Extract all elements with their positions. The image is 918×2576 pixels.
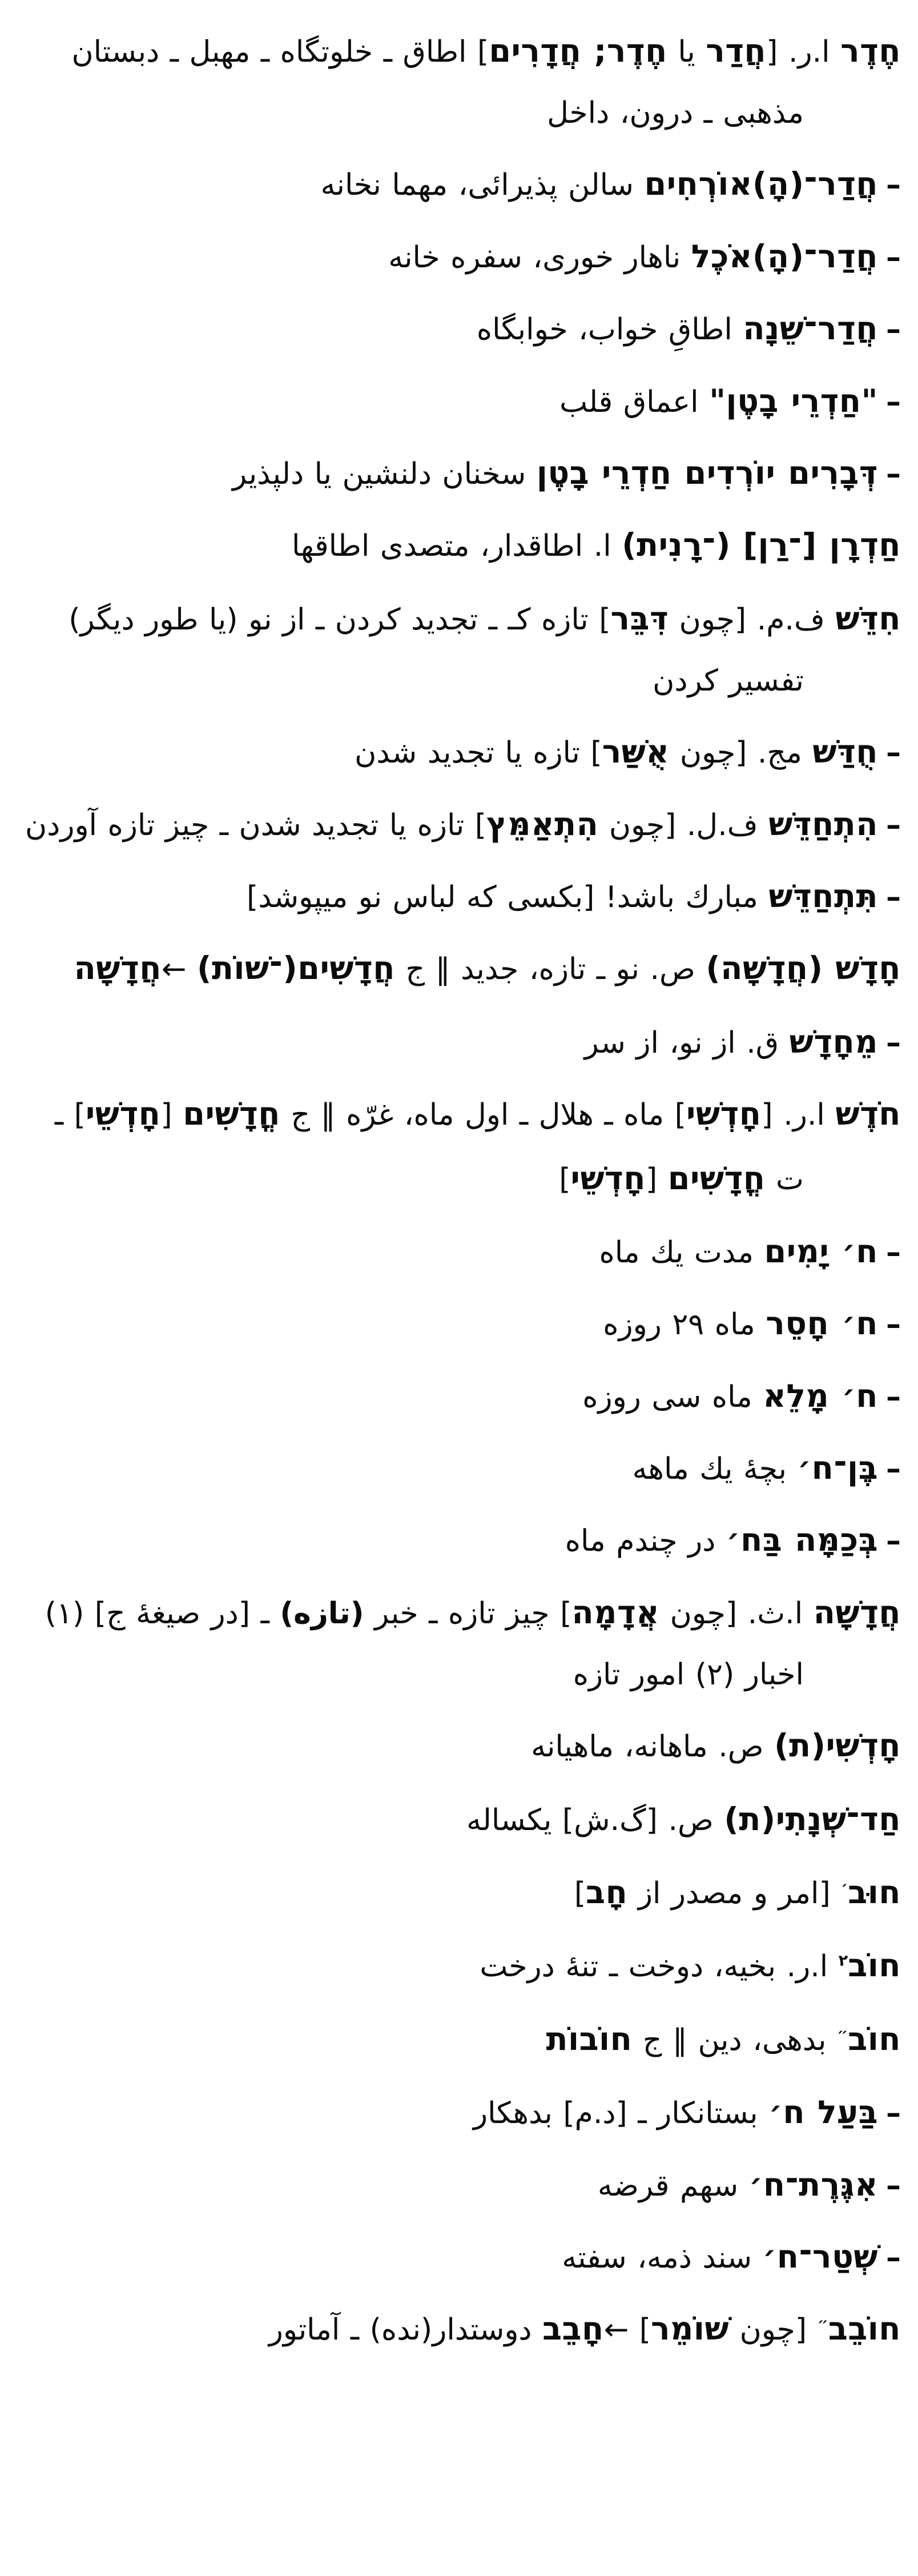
- hebrew-text: חֲדָשִׁים(־שׁוֹת): [197, 950, 395, 988]
- sub-entry-dash: –: [886, 2168, 901, 2203]
- dictionary-sub-entry: [17, 865, 901, 929]
- hebrew-text: שְׁטַר־ח׳: [762, 2238, 878, 2276]
- persian-text: ا.ر. بخیه، دوخت ـ تنۀ درخت: [480, 1949, 839, 1984]
- hebrew-text: חוֹב: [848, 2020, 901, 2058]
- persian-text: سهم قرضه: [597, 2168, 749, 2203]
- sub-entry-dash: –: [886, 2241, 901, 2276]
- persian-text: مدت یك ماه: [599, 1235, 764, 1270]
- hebrew-text: חֲדָשָׁה: [74, 950, 162, 988]
- persian-text: ] تازه یا تجدید شدن: [355, 736, 602, 771]
- dictionary-entry: [17, 1934, 901, 1998]
- persian-text: ا.ر. [: [766, 35, 841, 69]
- hebrew-text: חָדְשֵׁי: [570, 1159, 646, 1197]
- hebrew-text: חֲדַר־(הָ)אוֹרְחִים: [644, 166, 878, 203]
- hebrew-text: חַדְרָן [־רַן] (־רָנִית): [622, 527, 901, 564]
- persian-text: ف.م. [چون: [669, 602, 836, 637]
- hebrew-text: חָדְשִׁי(ת): [774, 1727, 901, 1765]
- persian-text: ص. ماهانه، ماهیانه: [531, 1730, 775, 1764]
- persian-text: ] اطاق ـ خلوتگاه ـ مهبل ـ دبستان مذهبی ـ درون، داخل: [71, 35, 804, 131]
- persian-text: ] ـ ت: [54, 1098, 804, 1197]
- hebrew-text: ח׳ חָסֵר: [766, 1305, 878, 1343]
- hebrew-text: ח׳ מָלֵא: [763, 1377, 878, 1415]
- hebrew-text: חוֹב: [848, 1947, 901, 1985]
- hebrew-text: שׁוֹמֵר: [651, 2310, 730, 2348]
- dictionary-entry: [17, 1082, 901, 1211]
- hebrew-text: מֵחָדָשׁ: [789, 1023, 878, 1061]
- dictionary-entry: [17, 513, 901, 577]
- hebrew-text: תִּתְחַדֵּשׁ: [768, 877, 878, 915]
- persian-text-bold: (تازه): [280, 1596, 364, 1631]
- hebrew-text: חָבֵב: [542, 2310, 604, 2348]
- homograph-superscript: ׳: [841, 1879, 848, 1897]
- sub-entry-dash: –: [886, 1379, 901, 1414]
- hebrew-text: דִּבֵּר: [610, 600, 669, 637]
- sub-entry-dash: –: [886, 456, 901, 491]
- persian-text: ] ←: [603, 2313, 651, 2348]
- persian-text: [: [645, 1162, 668, 1197]
- persian-text: ناهار خوری، سفره خانه: [388, 240, 691, 275]
- persian-text: سند ذمه، سفته: [562, 2241, 763, 2276]
- sub-entry-dash: –: [886, 808, 901, 842]
- hebrew-text: חֲדַר־שֵׁנָה: [743, 310, 878, 348]
- hebrew-text: חֻדַּשׁ: [812, 733, 878, 771]
- hebrew-text: חָדְשִׁי: [686, 1096, 762, 1133]
- hebrew-text: בַּעַל ח׳: [768, 2094, 878, 2132]
- persian-text: ماه ۲۹ روزه: [603, 1307, 766, 1342]
- sub-entry-dash: –: [886, 240, 901, 275]
- dictionary-entry: [17, 587, 901, 711]
- hebrew-text: הִתְאַמֵּץ: [486, 805, 599, 843]
- persian-text: مج. [چون: [669, 736, 813, 771]
- persian-text: ـ [در صیغۀ ج] (۱) اخبار (۲) امور تازه: [45, 1596, 804, 1692]
- sub-entry-dash: –: [886, 384, 901, 419]
- hebrew-text: אֻשַּׁר: [602, 733, 670, 771]
- hebrew-text: אִגֶּרֶת־ח׳: [748, 2166, 878, 2204]
- persian-text: ماه سی روزه: [582, 1379, 763, 1414]
- hebrew-text: חוֹבֵב: [828, 2310, 901, 2348]
- hebrew-text: חֶדֶר; חֲדָרִים: [489, 33, 667, 70]
- hebrew-text: חֳדָשִׁים: [183, 1096, 280, 1133]
- dictionary-sub-entry: [17, 2081, 901, 2145]
- dictionary-sub-entry: [17, 1508, 901, 1572]
- dictionary-sub-entry: [17, 793, 901, 857]
- hebrew-text: חוֹבוֹת: [546, 2020, 633, 2058]
- dictionary-sub-entry: [17, 1292, 901, 1356]
- dictionary-sub-entry: [17, 297, 901, 361]
- sub-entry-dash: –: [886, 168, 901, 203]
- hebrew-text: חוּב: [848, 1874, 901, 1912]
- persian-text: ]: [559, 1162, 571, 1197]
- dictionary-sub-entry: [17, 1365, 901, 1429]
- persian-text: مبارك باشد! [بكسی كه لباس نو میپوشد]: [247, 880, 769, 914]
- sub-entry-dash: –: [886, 312, 901, 347]
- entries: [17, 19, 901, 2362]
- persian-text: ←: [161, 952, 198, 987]
- dictionary-entry: [17, 19, 901, 143]
- dictionary-entry: [17, 1581, 901, 1705]
- persian-text: [: [160, 1098, 183, 1133]
- persian-text: [امر و مصدر از: [627, 1876, 842, 1911]
- persian-text: ص. [گ.ش] یكساله: [466, 1803, 724, 1837]
- sub-entry-dash: –: [886, 1452, 901, 1487]
- dictionary-sub-entry: [17, 720, 901, 784]
- dictionary-sub-entry: [17, 1010, 901, 1074]
- persian-text: اعماق قلب: [559, 384, 710, 419]
- persian-text: ] تازه یا تجدید شدن ـ چیز تازه آوردن: [25, 808, 487, 842]
- dictionary-sub-entry: [17, 442, 901, 505]
- persian-text: سخنان دلنشین یا دلپذیر: [232, 456, 537, 491]
- persian-text: ا.ر. [: [761, 1098, 836, 1133]
- dictionary-entry: [17, 1861, 901, 1925]
- dictionary-sub-entry: [17, 2153, 901, 2217]
- persian-text: بچۀ یك ماهه: [632, 1452, 798, 1487]
- sub-entry-dash: –: [886, 1025, 901, 1060]
- dictionary-sub-entry: [17, 1220, 901, 1284]
- sub-entry-dash: –: [886, 1307, 901, 1342]
- hebrew-text: חָדָשׁ (חֲדָשָׁה): [706, 950, 901, 988]
- dictionary-entry: [17, 1714, 901, 1778]
- persian-text: بستانكار ـ [د.م] بدهكار: [473, 2096, 769, 2131]
- persian-text: دوستدار(نده) ـ آماتور: [268, 2313, 543, 2348]
- hebrew-text: חָדְשֵׁי: [85, 1096, 161, 1133]
- hebrew-text: חֲדַר: [706, 33, 767, 70]
- dictionary-entry: [17, 2008, 901, 2072]
- persian-text: اطاقِ خواب، خوابگاه: [476, 312, 743, 347]
- homograph-superscript: ״: [837, 2025, 848, 2044]
- dictionary-entry: [17, 1788, 901, 1852]
- persian-text: ] ماه ـ هلال ـ اول ماه، غرّه ‖ ج: [280, 1098, 686, 1133]
- dictionary-entry: [17, 937, 901, 1001]
- hebrew-text: חֲדָשָׁה: [813, 1594, 901, 1631]
- sub-entry-dash: –: [886, 880, 901, 914]
- persian-text: ا. اطاقدار، متصدی اطاقها: [292, 529, 622, 564]
- hebrew-text: חִדֵּשׁ: [835, 600, 901, 637]
- dictionary-entry: [17, 2297, 901, 2361]
- hebrew-text: חֹדֶשׁ: [835, 1096, 901, 1133]
- hebrew-text: אֲדָמָה: [571, 1594, 660, 1631]
- sub-entry-dash: –: [886, 2096, 901, 2131]
- hebrew-text: ח׳ יָמִים: [764, 1233, 878, 1270]
- persian-text: در چندم ماه: [565, 1524, 726, 1559]
- persian-text: ] چیز تازه ـ خبر: [364, 1596, 572, 1631]
- persian-text: ا.ث. [چون: [659, 1596, 814, 1631]
- dictionary-sub-entry: [17, 370, 901, 434]
- sub-entry-dash: –: [886, 1235, 901, 1270]
- homograph-superscript: ״: [817, 2316, 828, 2334]
- hebrew-text: חָב: [586, 1874, 628, 1912]
- persian-text: بدهی، دین ‖ ج: [632, 2023, 838, 2057]
- hebrew-text: חֶדֶר: [840, 33, 901, 70]
- hebrew-text: חַד־שְׁנָתִי(ת): [724, 1800, 901, 1838]
- hebrew-text: "חַדְרֵי בָטֶן": [709, 382, 878, 420]
- persian-text: ] تازه كـ ـ تجدید كردن ـ از نو (یا طور دیگر) تفسیر كردن: [69, 602, 804, 699]
- hebrew-text: חֳדָשִׁים: [667, 1159, 766, 1197]
- sub-entry-dash: –: [886, 1524, 901, 1559]
- hebrew-text: הִתְחַדֵּשׁ: [768, 805, 878, 843]
- dictionary-sub-entry: [17, 1437, 901, 1500]
- persian-text: ف.ل. [چون: [598, 808, 769, 842]
- persian-text: ]: [574, 1876, 586, 1911]
- hebrew-text: דְּבָרִים יוֹרְדִים חַדְרֵי בָטֶן: [536, 454, 878, 492]
- sub-entry-dash: –: [886, 736, 901, 771]
- dictionary-sub-entry: [17, 225, 901, 289]
- dictionary-sub-entry: [17, 153, 901, 216]
- dictionary-sub-entry: [17, 2225, 901, 2289]
- hebrew-text: חֲדַר־(הָ)אֹכֶל: [691, 238, 878, 275]
- homograph-superscript: ٢: [838, 1952, 848, 1971]
- hebrew-text: בֶּן־ח׳: [797, 1450, 878, 1487]
- persian-text: سالن پذیرائی، مهما نخانه: [320, 168, 645, 203]
- persian-text: ق. از نو، از سر: [584, 1025, 790, 1060]
- persian-text: [چون: [729, 2313, 818, 2348]
- persian-text: یا: [667, 35, 706, 69]
- hebrew-text: בְּכַמָּה בַּח׳: [726, 1522, 878, 1559]
- persian-text: ص. نو ـ تازه، جدید ‖ ج: [394, 952, 706, 987]
